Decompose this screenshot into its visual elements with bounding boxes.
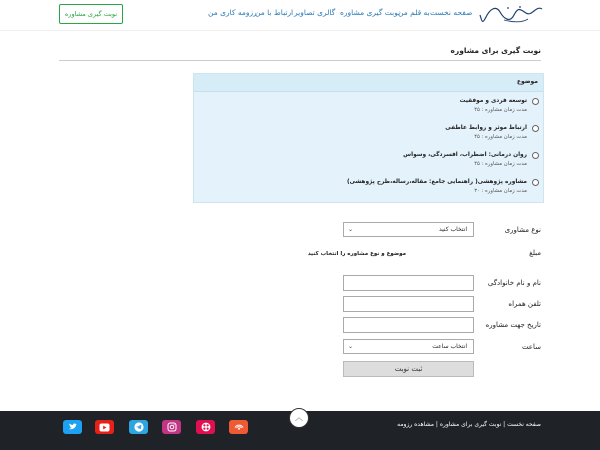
consult-type-select[interactable] (343, 222, 474, 237)
date-input[interactable] (343, 317, 474, 333)
name-label: نام و نام خانوادگی (487, 279, 541, 287)
topics-header-label: موضوع (516, 78, 538, 85)
logo[interactable] (478, 3, 546, 25)
nav-booking[interactable]: نوبت گیری مشاوره (340, 8, 401, 17)
topic-option[interactable] (237, 151, 537, 169)
page-title: نوبت گیری برای مشاوره (450, 46, 541, 55)
nav-gallery[interactable]: گالری تصاویر (294, 8, 336, 17)
topic-option[interactable] (237, 97, 537, 115)
topic-duration: مدت زمان مشاوره : ۴۵ (474, 134, 527, 140)
radio-button[interactable] (532, 125, 539, 132)
consult-type-label: نوع مشاوری (504, 226, 541, 234)
time-select[interactable] (343, 339, 474, 354)
aparat-icon[interactable] (196, 420, 215, 434)
nav-resume[interactable]: رزومه کاری من (208, 8, 257, 17)
radio-button[interactable] (532, 98, 539, 105)
rss-icon[interactable] (229, 420, 248, 434)
time-label: ساعت (521, 343, 541, 351)
price-message: موضوع و نوع مشاوره را انتخاب کنید (307, 251, 406, 257)
name-input[interactable] (343, 275, 474, 291)
nav-contact[interactable]: ارتباط با من (255, 8, 294, 17)
time-value: انتخاب ساعت (432, 343, 467, 350)
topic-title: روان درمانی: اضطراب، افسردگی، وسواس (403, 152, 527, 158)
topic-title: ارتباط موثر و روابط عاطفی (445, 125, 527, 131)
topic-option[interactable] (237, 178, 537, 196)
date-label: تاریخ جهت مشاوره (485, 321, 541, 329)
chevron-down-icon: ⌄ (348, 226, 354, 233)
youtube-icon[interactable] (95, 420, 114, 434)
consult-type-value: انتخاب کنید (438, 226, 467, 233)
scroll-top-icon[interactable]: ︿ (289, 408, 309, 428)
booking-button[interactable]: نوبت گیری مشاوره (59, 4, 123, 24)
price-label: مبلغ (529, 249, 541, 257)
topic-duration: مدت زمان مشاوره : ۴۵ (474, 161, 527, 167)
topic-duration: مدت زمان مشاوره : ۳۰ (474, 188, 527, 194)
logo-signature-icon (478, 3, 546, 25)
topic-option[interactable] (237, 124, 537, 142)
title-divider (59, 60, 541, 61)
topic-duration: مدت زمان مشاوره : ۴۵ (474, 107, 527, 113)
twitter-icon[interactable] (63, 420, 82, 434)
telegram-icon[interactable] (129, 420, 148, 434)
radio-button[interactable] (532, 179, 539, 186)
topics-panel (193, 73, 544, 203)
radio-button[interactable] (532, 152, 539, 159)
topic-title: توسعه فردی و موفقیت (459, 98, 527, 104)
topics-header (194, 74, 543, 92)
topic-title: مشاوره پژوهشی( راهنمایی جامع: مقاله،رساله،طرح پژوهشی) (347, 179, 527, 185)
nav-home[interactable]: صفحه نخست (430, 8, 473, 17)
instagram-icon[interactable] (162, 420, 181, 434)
submit-button[interactable]: ثبت نوبت (343, 361, 474, 377)
phone-input[interactable] (343, 296, 474, 312)
phone-label: تلفن همراه (508, 300, 541, 308)
footer-links[interactable]: صفحه نخست | نوبت گیری برای مشاوره | مشاهده رزومه (397, 421, 541, 428)
chevron-down-icon: ⌄ (348, 343, 354, 350)
nav-writings[interactable]: به قلم من (398, 8, 430, 17)
